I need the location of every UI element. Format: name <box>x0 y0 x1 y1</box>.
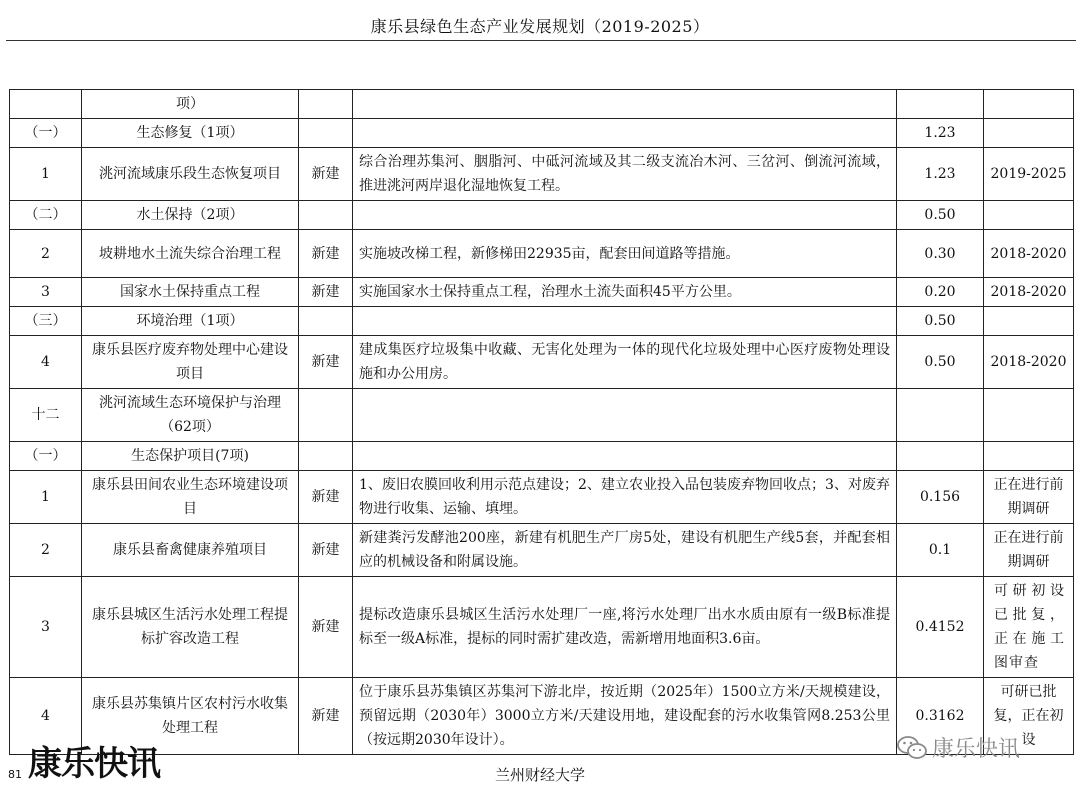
cell-schedule <box>984 90 1074 119</box>
cell-row-index: （一） <box>10 119 82 148</box>
cell-schedule <box>984 307 1074 336</box>
cell-build-type <box>299 307 353 336</box>
cell-row-index: 十二 <box>10 389 82 442</box>
cell-build-type: 新建 <box>299 230 353 278</box>
watermark-label: 康乐快讯 <box>932 737 1021 762</box>
cell-investment: 1.23 <box>897 119 984 148</box>
cell-build-type: 新建 <box>299 336 353 389</box>
cell-build-type <box>299 389 353 442</box>
cell-schedule <box>984 201 1074 230</box>
cell-project-name: 洮河流域康乐段生态恢复项目 <box>82 148 299 201</box>
cell-project-content: 建成集医疗垃圾集中收藏、无害化处理为一体的现代化垃圾处理中心医疗废物处理设施和办公用房。 <box>353 336 897 389</box>
cell-project-content <box>353 442 897 471</box>
cell-project-name: 生态修复（1项） <box>82 119 299 148</box>
cell-build-type: 新建 <box>299 577 353 678</box>
cell-project-content <box>353 119 897 148</box>
cell-build-type: 新建 <box>299 278 353 307</box>
cell-build-type: 新建 <box>299 471 353 524</box>
cell-investment <box>897 90 984 119</box>
footer-university: 兰州财经大学 <box>494 766 585 784</box>
cell-project-content <box>353 201 897 230</box>
table-row <box>10 307 1074 336</box>
cell-row-index: （一） <box>10 442 82 471</box>
cell-project-name: 康乐县畜禽健康养殖项目 <box>82 524 299 577</box>
cell-schedule: 2018-2020 <box>984 336 1074 389</box>
cell-build-type: 新建 <box>299 148 353 201</box>
cell-row-index: 1 <box>10 148 82 201</box>
wechat-watermark <box>896 732 1020 763</box>
cell-project-name: 康乐县医疗废弃物处理中心建设项目 <box>82 336 299 389</box>
cell-investment: 0.156 <box>897 471 984 524</box>
cell-schedule: 2019-2025 <box>984 148 1074 201</box>
cell-investment: 0.50 <box>897 307 984 336</box>
cell-project-content: 新建粪污发酵池200座，新建有机肥生产厂房5处，建设有机肥生产线5套，并配套相应的机械设备和附属设施。 <box>353 524 897 577</box>
cell-project-content: 1、废旧农膜回收利用示范点建设；2、建立农业投入品包装废弃物回收点；3、对废弃物进行收集、运输、填埋。 <box>353 471 897 524</box>
cell-build-type <box>299 90 353 119</box>
cell-project-name: 项） <box>82 90 299 119</box>
cell-project-content <box>353 389 897 442</box>
cell-investment: 1.23 <box>897 148 984 201</box>
cell-investment: 0.3162 <box>897 678 984 755</box>
cell-row-index: 3 <box>10 577 82 678</box>
kangle-news-logo: 康乐快讯 <box>28 744 160 784</box>
page-number: 81 <box>8 768 22 781</box>
cell-investment: 0.4152 <box>897 577 984 678</box>
table-row <box>10 577 1074 678</box>
cell-row-index: 4 <box>10 336 82 389</box>
project-table <box>9 89 1074 755</box>
cell-investment: 0.30 <box>897 230 984 278</box>
cell-project-name: 环境治理（1项） <box>82 307 299 336</box>
table-row <box>10 201 1074 230</box>
cell-row-index: （三） <box>10 307 82 336</box>
cell-project-content: 实施坡改梯工程，新修梯田22935亩，配套田间道路等措施。 <box>353 230 897 278</box>
cell-project-content: 提标改造康乐县城区生活污水处理厂一座,将污水处理厂出水水质由原有一级B标准提标至一级A标准，提标的同时需扩建改造，需新增用地面积3.6亩。 <box>353 577 897 678</box>
cell-project-name: 国家水土保持重点工程 <box>82 278 299 307</box>
cell-schedule: 可研已批复，正在初设 <box>984 678 1074 755</box>
cell-row-index <box>10 90 82 119</box>
cell-project-name: 洮河流域生态环境保护与治理（62项） <box>82 389 299 442</box>
cell-project-name: 康乐县苏集镇片区农村污水收集处理工程 <box>82 678 299 755</box>
cell-project-name: 康乐县城区生活污水处理工程提标扩容改造工程 <box>82 577 299 678</box>
cell-build-type: 新建 <box>299 678 353 755</box>
cell-project-content: 实施国家水士保持重点工程，治理水土流失面积45平方公里。 <box>353 278 897 307</box>
cell-investment: 0.1 <box>897 524 984 577</box>
cell-build-type <box>299 201 353 230</box>
table-row <box>10 471 1074 524</box>
cell-project-name: 康乐县田间农业生态环境建设项目 <box>82 471 299 524</box>
cell-row-index: 2 <box>10 524 82 577</box>
cell-schedule: 正在进行前期调研 <box>984 471 1074 524</box>
cell-schedule <box>984 389 1074 442</box>
cell-row-index: 3 <box>10 278 82 307</box>
cell-project-name: 坡耕地水土流失综合治理工程 <box>82 230 299 278</box>
document-header-title: 康乐县绿色生态产业发展规划（2019-2025） <box>370 17 710 36</box>
cell-investment <box>897 442 984 471</box>
cell-schedule: 可研初设已批复，正在施工图审查 <box>984 577 1074 678</box>
cell-row-index: 4 <box>10 678 82 755</box>
cell-schedule: 正在进行前期调研 <box>984 524 1074 577</box>
cell-row-index: （二） <box>10 201 82 230</box>
table-row <box>10 90 1074 119</box>
table-row <box>10 230 1074 278</box>
table-row <box>10 148 1074 201</box>
cell-project-content <box>353 90 897 119</box>
cell-investment: 0.20 <box>897 278 984 307</box>
cell-project-name: 生态保护项目(7项) <box>82 442 299 471</box>
cell-investment: 0.50 <box>897 336 984 389</box>
header-divider <box>6 40 1076 41</box>
cell-project-content: 位于康乐县苏集镇区苏集河下游北岸，按近期（2025年）1500立方米/天规模建设，预留远期（2030年）3000立方米/天建设用地，建设配套的污水收集管网8.253公里（按远期2030年设计）。 <box>353 678 897 755</box>
cell-schedule: 2018-2020 <box>984 278 1074 307</box>
cell-investment: 0.50 <box>897 201 984 230</box>
table-row <box>10 336 1074 389</box>
table-row <box>10 442 1074 471</box>
cell-row-index: 1 <box>10 471 82 524</box>
cell-project-content <box>353 307 897 336</box>
table-row <box>10 119 1074 148</box>
cell-schedule <box>984 442 1074 471</box>
wechat-icon <box>896 735 928 761</box>
cell-build-type: 新建 <box>299 524 353 577</box>
cell-investment <box>897 389 984 442</box>
cell-schedule <box>984 119 1074 148</box>
cell-project-name: 水土保持（2项） <box>82 201 299 230</box>
table-row <box>10 524 1074 577</box>
cell-project-content: 综合治理苏集河、胭脂河、中砥河流域及其二级支流冶木河、三岔河、倒流河流域，推进洮河两岸退化湿地恢复工程。 <box>353 148 897 201</box>
cell-build-type <box>299 442 353 471</box>
cell-row-index: 2 <box>10 230 82 278</box>
cell-build-type <box>299 119 353 148</box>
cell-schedule: 2018-2020 <box>984 230 1074 278</box>
table-row <box>10 389 1074 442</box>
table-row <box>10 278 1074 307</box>
